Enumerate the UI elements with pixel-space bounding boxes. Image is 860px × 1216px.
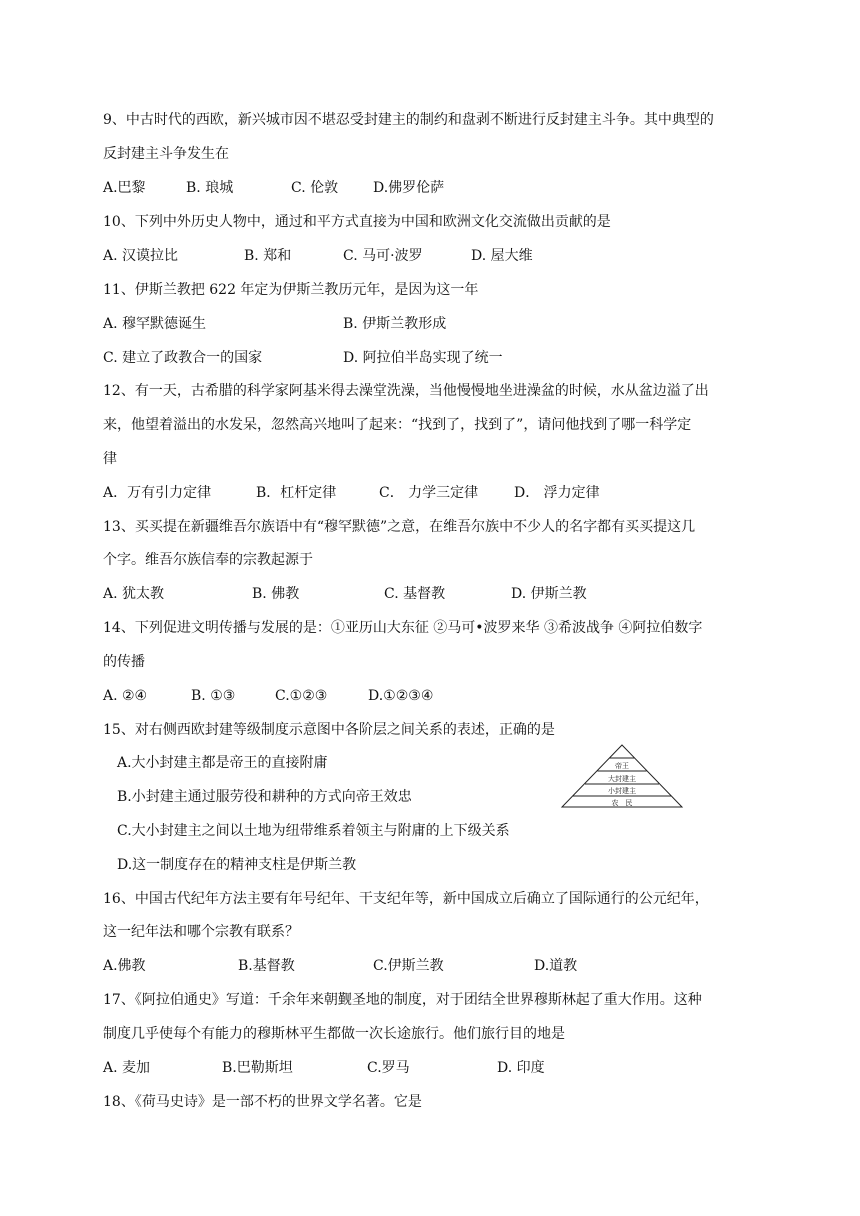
q11-option-d: D. 阿拉伯半岛实现了统一: [343, 350, 503, 366]
question-17-text: 17、《阿拉伯通史》写道：千余年来朝觐圣地的制度，对于团结全世界穆斯林起了重大作用。这种: [103, 992, 702, 1008]
question-16-text-cont: 这一纪年法和哪个宗教有联系？: [103, 924, 299, 940]
q13-option-d: D. 伊斯兰教: [511, 586, 587, 602]
q14-option-c: C.①②③: [275, 688, 328, 704]
q15-option-a: A.大小封建主都是帝王的直接附庸: [117, 755, 328, 771]
q14-option-a: A. ②④: [103, 688, 148, 704]
q16-option-b: B.基督教: [238, 958, 295, 974]
question-12-text-cont: 来，他望着溢出的水发呆，忽然高兴地叫了起来：“找到了，找到了”，请问他找到了哪一科学定: [103, 417, 692, 433]
question-18-text: 18、《荷马史诗》是一部不朽的世界文学名著。它是: [103, 1094, 422, 1110]
q10-option-b: B. 郑和: [244, 248, 292, 264]
q9-option-c: C. 伦敦: [291, 180, 339, 196]
q16-option-c: C.伊斯兰教: [373, 958, 444, 974]
question-13-text: 13、买买提在新疆维吾尔族语中有“穆罕默德”之意，在维吾尔族中不少人的名字都有买买提这几: [103, 519, 696, 535]
pyramid-tier-small-lords: 小封建主: [608, 787, 636, 795]
q17-option-b: B.巴勒斯坦: [222, 1060, 293, 1076]
q12-option-a: A．万有引力定律: [103, 485, 212, 501]
pyramid-tier-emperor: 帝王: [615, 762, 629, 770]
q10-option-c: C. 马可·波罗: [343, 248, 423, 264]
q17-option-a: A. 麦加: [103, 1060, 151, 1076]
question-12-text-end: 律: [103, 451, 117, 467]
question-11-text: 11、伊斯兰教把 622 年定为伊斯兰教历元年，是因为这一年: [103, 282, 479, 298]
question-15-text: 15、对右侧西欧封建等级制度示意图中各阶层之间关系的表述，正确的是: [103, 722, 555, 738]
q10-option-d: D. 屋大维: [471, 248, 533, 264]
question-16-text: 16、中国古代纪年方法主要有年号纪年、干支纪年等，新中国成立后确立了国际通行的公元纪年，: [103, 891, 709, 907]
q12-option-b: B．杠杆定律: [256, 485, 337, 501]
question-10-text: 10、下列中外历史人物中，通过和平方式直接为中国和欧洲文化交流做出贡献的是: [103, 214, 611, 230]
q11-option-a: A. 穆罕默德诞生: [103, 316, 207, 332]
pyramid-tier-peasants: 农 民: [611, 799, 633, 807]
q15-option-d: D.这一制度存在的精神支柱是伊斯兰教: [117, 857, 357, 873]
q16-option-d: D.道教: [534, 958, 578, 974]
q14-option-b: B. ①③: [191, 688, 236, 704]
q17-option-c: C.罗马: [367, 1060, 410, 1076]
q13-option-c: C. 基督教: [384, 586, 446, 602]
pyramid-tier-great-lords: 大封建主: [608, 775, 636, 783]
q13-option-b: B. 佛教: [252, 586, 300, 602]
q14-option-d: D.①②③④: [368, 688, 434, 704]
q12-option-c: C． 力学三定律: [379, 485, 479, 501]
q17-option-d: D. 印度: [497, 1060, 545, 1076]
q9-option-d: D.佛罗伦萨: [373, 180, 445, 196]
question-12-text: 12、有一天，古希腊的科学家阿基米得去澡堂洗澡，当他慢慢地坐进澡盆的时候，水从盆边溢了出: [103, 383, 709, 399]
q13-option-a: A. 犹太教: [103, 586, 165, 602]
question-13-text-cont: 个字。维吾尔族信奉的宗教起源于: [103, 552, 313, 568]
question-9-text-cont: 反封建主斗争发生在: [103, 146, 229, 162]
question-14-text-cont: 的传播: [103, 654, 145, 670]
q12-option-d: D． 浮力定律: [514, 485, 600, 501]
question-14-text: 14、下列促进文明传播与发展的是：①亚历山大东征 ②马可•波罗来华 ③希波战争 ④阿拉伯数字: [103, 620, 703, 636]
question-17-text-cont: 制度几乎使每个有能力的穆斯林平生都做一次长途旅行。他们旅行目的地是: [103, 1026, 565, 1042]
q15-option-c: C.大小封建主之间以土地为纽带维系着领主与附庸的上下级关系: [117, 823, 510, 839]
q9-option-b: B. 琅城: [186, 180, 234, 196]
q11-option-c: C. 建立了政教合一的国家: [103, 350, 263, 366]
question-9-text: 9、中古时代的西欧，新兴城市因不堪忍受封建主的制约和盘剥不断进行反封建主斗争。其中典型的: [103, 112, 714, 128]
q9-option-a: A.巴黎: [103, 180, 146, 196]
q11-option-b: B. 伊斯兰教形成: [343, 316, 447, 332]
q15-option-b: B.小封建主通过服劳役和耕种的方式向帝王效忠: [117, 789, 412, 805]
q10-option-a: A. 汉谟拉比: [103, 248, 179, 264]
q16-option-a: A.佛教: [103, 958, 146, 974]
feudal-hierarchy-pyramid: [560, 744, 684, 808]
